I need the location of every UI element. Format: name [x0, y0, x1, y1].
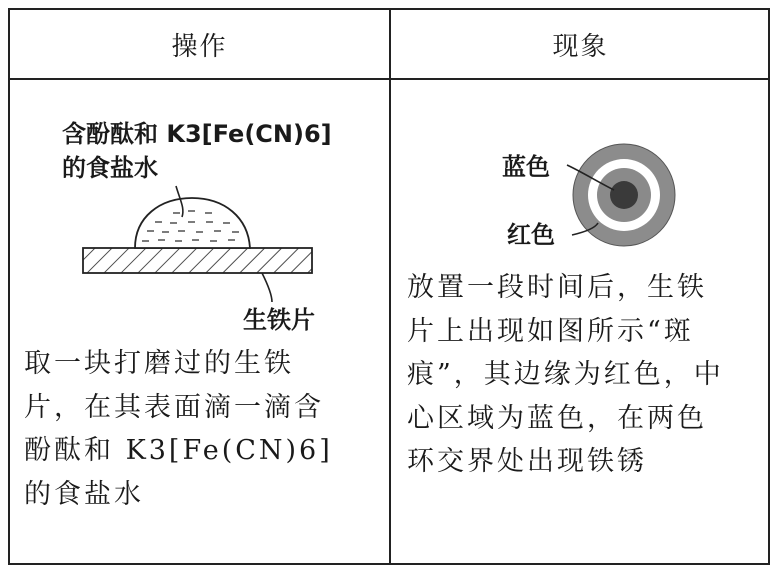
red-label: 红色	[507, 221, 555, 249]
solution-label-line2: 的食盐水	[62, 154, 158, 182]
iron-label: 生铁片	[243, 306, 315, 334]
iron-leader-line	[262, 273, 272, 302]
solution-label-line1: 含酚酞和 K3[Fe(CN)6]	[62, 120, 332, 148]
phenomenon-line: 片上出现如图所示“斑	[407, 315, 694, 347]
operation-line: 的食盐水	[24, 478, 144, 510]
header-operation: 操作	[171, 31, 228, 62]
operation-line: 酚酞和 K3[Fe(CN)6]	[24, 435, 333, 466]
phenomenon-line: 痕”，其边缘为红色，中	[407, 359, 724, 390]
operation-line: 取一块打磨过的生铁	[24, 348, 294, 379]
operation-line: 片，在其表面滴一滴含	[24, 391, 324, 423]
header-phenomenon: 现象	[552, 31, 609, 62]
phenomenon-description	[407, 266, 724, 484]
blue-label: 蓝色	[502, 153, 550, 181]
salt-water-droplet	[135, 198, 250, 248]
phenomenon-line: 心区域为蓝色，在两色	[407, 402, 707, 434]
experiment-table	[8, 8, 770, 565]
phenomenon-line: 环交界处出现铁锈	[407, 446, 647, 477]
operation-description	[24, 342, 333, 516]
phenomenon-line: 放置一段时间后，生铁	[407, 272, 707, 303]
iron-plate	[83, 248, 312, 273]
